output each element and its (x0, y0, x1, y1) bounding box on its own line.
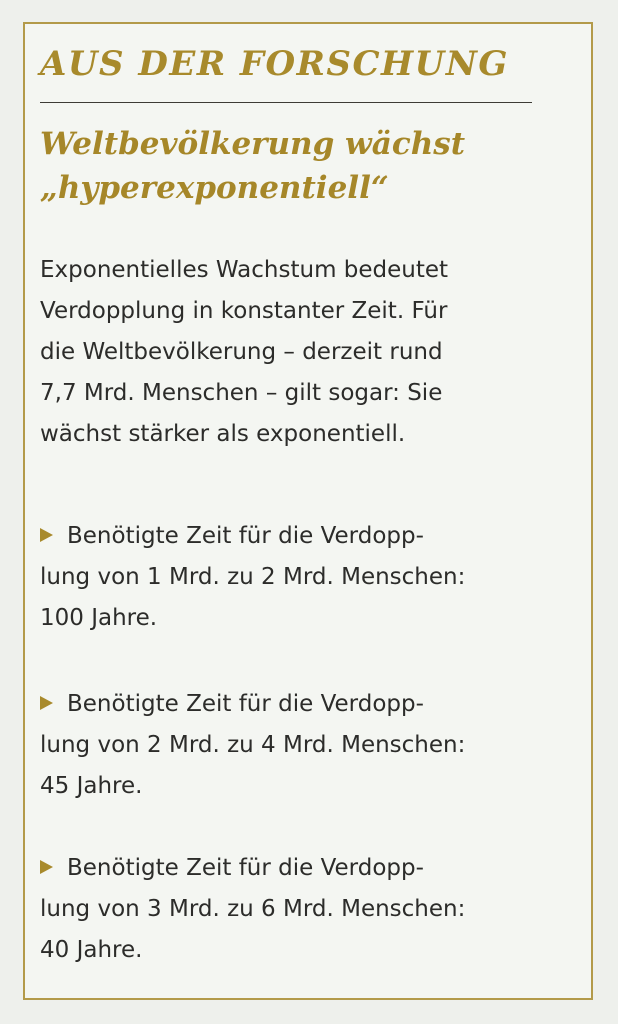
bullet-text: Benötigte Zeit für die Verdopp- (67, 855, 424, 881)
triangle-right-icon (40, 860, 53, 874)
lead-line: die Weltbevölkerung – derzeit rund (40, 339, 443, 365)
bullet-line: lung von 3 Mrd. zu 6 Mrd. Menschen: (40, 896, 466, 922)
headline (40, 122, 465, 210)
bullet-item-2 (40, 684, 540, 807)
triangle-right-icon (40, 528, 53, 542)
lead-line: Verdopplung in konstanter Zeit. Für (40, 298, 448, 324)
bullet-item-1 (40, 516, 540, 639)
bullet-item-3 (40, 848, 540, 971)
bullet-line: 45 Jahre. (40, 773, 143, 799)
kicker-divider (40, 102, 532, 103)
headline-line: Weltbevölkerung wächst (40, 126, 466, 162)
lead-line: 7,7 Mrd. Menschen – gilt sogar: Sie (40, 380, 443, 406)
bullet-line (40, 516, 540, 557)
bullet-line: 40 Jahre. (40, 937, 143, 963)
bullet-line (40, 684, 540, 725)
bullet-text: Benötigte Zeit für die Verdopp- (67, 523, 424, 549)
bullet-line: lung von 1 Mrd. zu 2 Mrd. Menschen: (40, 564, 466, 590)
bullet-text: Benötigte Zeit für die Verdopp- (67, 691, 424, 717)
lead-line: wächst stärker als exponentiell. (40, 421, 406, 447)
triangle-right-icon (40, 696, 53, 710)
lead-line: Exponentielles Wachstum bedeutet (40, 257, 449, 283)
bullet-line: 100 Jahre. (40, 605, 158, 631)
lead-paragraph (40, 250, 540, 455)
section-kicker: AUS DER FORSCHUNG (40, 44, 509, 84)
headline-line: „hyperexponentiell“ (40, 170, 389, 206)
bullet-line: lung von 2 Mrd. zu 4 Mrd. Menschen: (40, 732, 466, 758)
bullet-line (40, 848, 540, 889)
